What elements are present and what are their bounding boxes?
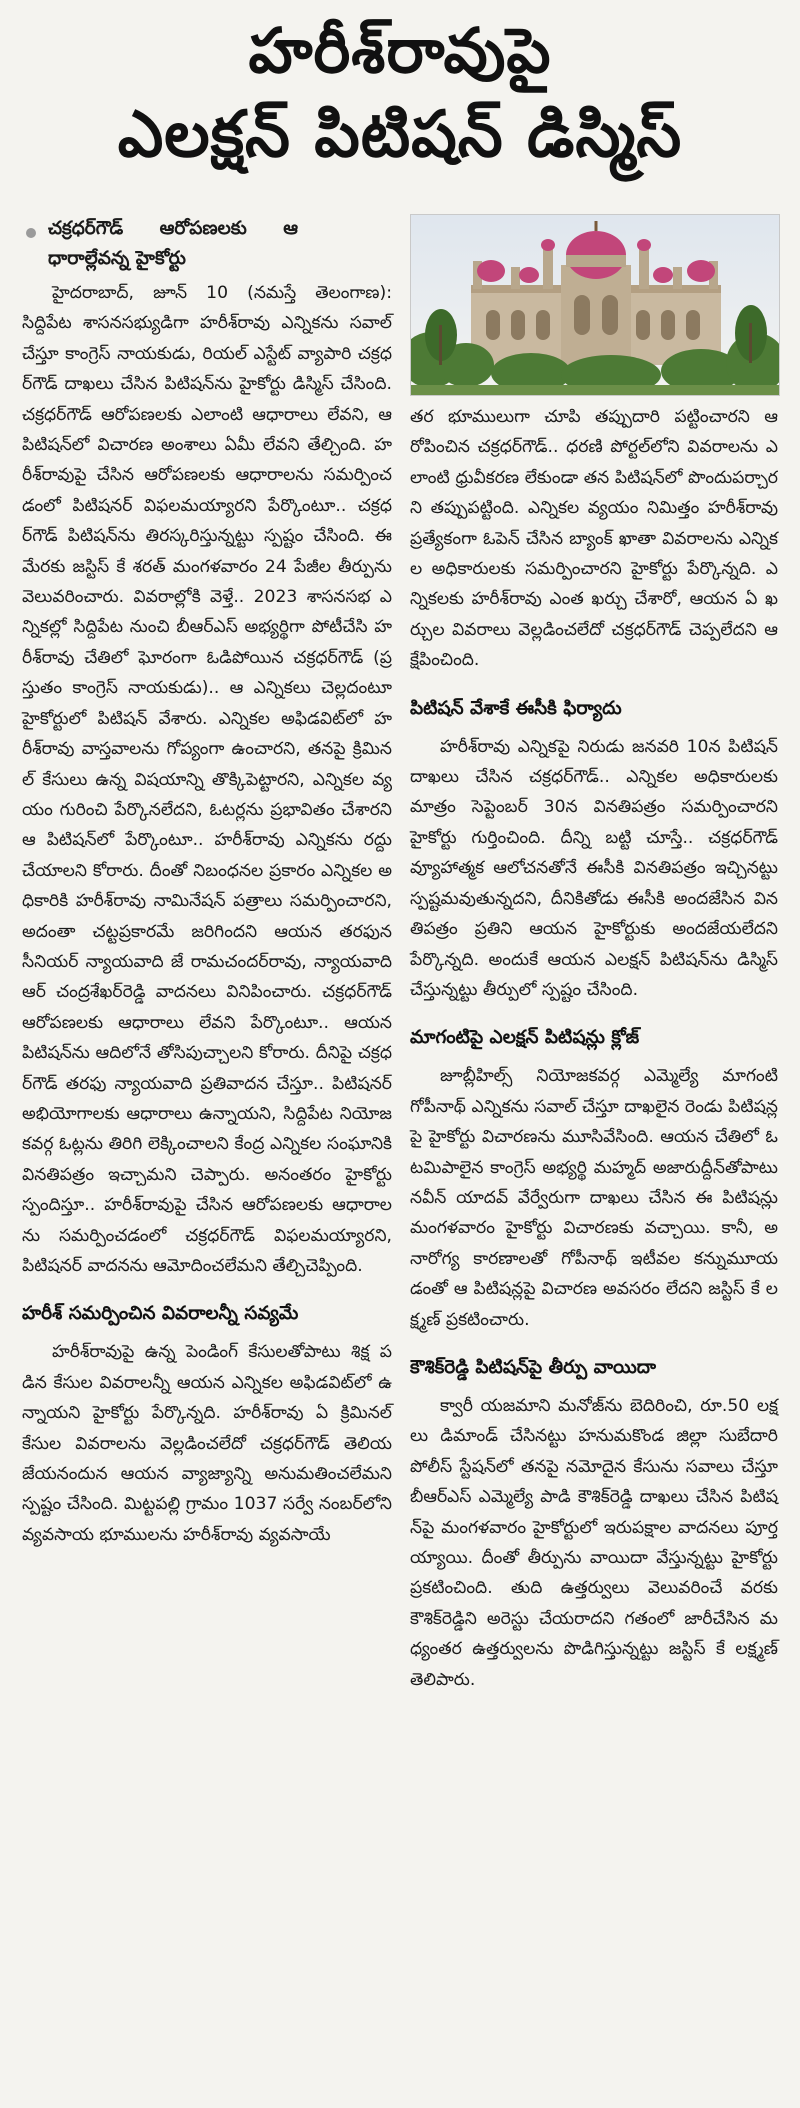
subheading: మాగంటిపై ఎలక్షన్ పిటిషన్లు క్లోజ్ — [410, 1027, 640, 1049]
subheading: పిటిషన్ వేశాకే ఈసీకి ఫిర్యాదు — [410, 697, 622, 719]
article-paragraph: హైదరాబాద్, జూన్ 10 (నమస్తే తెలంగాణ): సిద్దిపేట శాసనసభ్యుడిగా హరీశ్‌రావు ఎన్నికను సవాల్ చేస్తూ కాంగ్రెస్ నాయకుడు, రియల్ ఎస్టేట్ వ్యాపారి చక్రధర్‌గౌడ్ దాఖలు చేసిన పిటిషన్‌ను హైకోర్టు డిస్మిస్ చేసింది. చక్రధర్‌గౌడ్ ఆరోపణలకు ఎలాంటి ఆధారాలు లేవని, ఆ పిటిషన్‌లో విచారణ అంశాలు ఏమీ లేవని తేల్చింది. హరీశ్‌రావుపై చేసిన ఆరోపణలకు ఆధారాలను సమర్పించడంలో పిటిషనర్ విఫలమయ్యారని పేర్కొంటూ.. చక్రధర్‌గౌడ్ పిటిషన్‌ను తిరస్కరిస్తున్నట్టు స్పష్టం చేసింది. ఈ మేరకు జస్టిస్ కే శరత్ మంగళవారం 24 పేజీల తీర్పును వెలువరించారు. వివరాల్లోకి వెళ్తే.. 2023 శాసనసభ ఎన్నికల్లో సిద్దిపేట నుంచి బీఆర్‌ఎస్ అభ్యర్థిగా పోటీచేసి హరీశ్‌రావు చేతిలో ఘోరంగా ఓడిపోయిన చక్రధర్‌గౌడ్ (ప్రస్తుతం కాంగ్రెస్ నాయకుడు).. ఆ ఎన్నికలు చెల్లదంటూ హైకోర్టులో పిటిషన్ వేశారు. ఎన్నికల అఫిడవిట్‌లో హరీశ్‌రావు వాస్తవాలను గోప్యంగా ఉంచారని, తనపై క్రిమినల్ కేసులు ఉన్న విషయాన్ని తొక్కిపెట్టారని, ఎన్నికల వ్యయం గురించి పేర్కొనలేదని, ఓటర్లను ప్రభావితం చేశారని ఆ పిటిషన్‌లో పేర్కొంటూ.. హరీశ్‌రావు ఎన్నికను రద్దు చేయాలని కోరారు. దీంతో నిబంధనల ప్రకారం ఎన్నికల అధికారికి హరీశ్‌రావు నామినేషన్ పత్రాలు సమర్పించారని, అదంతా చట్టప్రకారమే జరిగిందని ఆయన తరఫున సీనియర్ న్యాయవాది జే రామచందర్‌రావు, న్యాయవాది ఆర్ చంద్రశేఖర్‌రెడ్డి వాదనలు వినిపించారు. చక్రధర్‌గౌడ్ ఆరోపణలకు ఆధారాలు లేవని పేర్కొంటూ.. ఆయన పిటిషన్‌ను ఆదిలోనే తోసిపుచ్చాలని కోరారు. దీనిపై చక్రధర్‌గౌడ్ తరఫు న్యాయవాది ప్రతివాదన చేస్తూ.. పిటిషనర్ అభియోగాలకు ఆధారాలు ఉన్నాయని, సిద్దిపేట నియోజకవర్గ ఓట్లను తిరిగి లెక్కించాలని కేంద్ర ఎన్నికల సంఘానికి వినతిపత్రం ఇచ్చామని చెప్పారు. అనంతరం హైకోర్టు స్పందిస్తూ.. హరీశ్‌రావుపై చేసిన ఆరోపణలకు ఆధారాలను సమర్పించడంలో చక్రధర్‌గౌడ్ విఫలమయ్యారని, పిటిషనర్ వాదనను ఆమోదించలేమని తేల్చిచెప్పింది. — [22, 283, 392, 1276]
article-paragraph: తర భూములుగా చూపి తప్పుదారి పట్టించారని ఆరోపించిన చక్రధర్‌గౌడ్.. ధరణి పోర్టల్‌లోని వివరాలను ఎలాంటి ధ్రువీకరణ లేకుండా తన పిటిషన్‌లో పొందుపర్చారని తప్పుపట్టింది. ఎన్నికల వ్యయం నిమిత్తం హరీశ్‌రావు ప్రత్యేకంగా ఓపెన్ చేసిన బ్యాంక్ ఖాతా వివరాలను ఎన్నికల అధికారులకు సమర్పించారని హైకోర్టు పేర్కొన్నది. ఎన్నికలకు హరీశ్‌రావు ఎంత ఖర్చు చేశారో, ఆయన ఏ ఖర్చుల వివరాలు వెల్లడించలేదో చక్రధర్‌గౌడ్ చెప్పలేదని ఆక్షేపించింది. — [410, 407, 778, 671]
bullet-icon — [26, 228, 36, 238]
article-paragraph: క్వారీ యజమాని మనోజ్‌ను బెదిరించి, రూ.50 లక్షలు డిమాండ్ చేసినట్టు హనుమకొండ జిల్లా సుబేదారి పోలీస్ స్టేషన్‌లో తనపై నమోదైన కేసును సవాలు చేస్తూ బీఆర్‌ఎస్ ఎమ్మెల్యే పాడి కౌశిక్‌రెడ్డి దాఖలు చేసిన పిటిషన్‌పై మంగళవారం హైకోర్టులో ఇరుపక్షాల వాదనలు పూర్తయ్యాయి. దీంతో తీర్పును వాయిదా వేస్తున్నట్టు హైకోర్టు ప్రకటించింది. తుది ఉత్తర్వులు వెలువరించే వరకు కౌశిక్‌రెడ్డిని అరెస్టు చేయరాదని గతంలో జారీచేసిన మధ్యంతర ఉత్తర్వులను పొడిగిస్తున్నట్టు జస్టిస్ కే లక్ష్మణ్ తెలిపారు. — [410, 1395, 778, 1690]
left-column — [22, 214, 392, 1550]
headline — [0, 10, 800, 178]
article-paragraph: హరీశ్‌రావు ఎన్నికపై నిరుడు జనవరి 10న పిటిషన్ దాఖలు చేసిన చక్రధర్‌గౌడ్.. ఎన్నికల అధికారులకు మాత్రం సెప్టెంబర్ 30న వినతిపత్రం సమర్పించారని హైకోర్టు గుర్తించింది. దీన్ని బట్టి చూస్తే.. చక్రధర్‌గౌడ్ వ్యూహాత్మక ఆలోచనతోనే ఈసీకి వినతిపత్రం ఇచ్చినట్టు స్పష్టమవుతున్నదని, దీనికితోడు ఈసీకి అందజేసిన వినతిపత్రం ప్రతిని ఆయన హైకోర్టుకు అందజేయలేదని పేర్కొన్నది. అందుకే ఆయన ఎలక్షన్ పిటిషన్‌ను డిస్మిస్ చేస్తున్నట్టు తీర్పులో స్పష్టం చేసింది. — [410, 736, 778, 1000]
kicker — [22, 214, 392, 274]
kicker-text: చక్రధర్‌గౌడ్ ఆరోపణలకు ఆధారాల్లేవన్న హైకోర్టు — [48, 218, 298, 269]
headline-line-1: హరీశ్‌రావుపై — [248, 14, 552, 87]
article-paragraph: జూబ్లీహిల్స్ నియోజకవర్గ ఎమ్మెల్యే మాగంటి గోపీనాథ్ ఎన్నికను సవాల్ చేస్తూ దాఖలైన రెండు పిటిషన్లపై హైకోర్టు విచారణను మూసివేసింది. ఆయన చేతిలో ఓటమిపాలైన కాంగ్రెస్ అభ్యర్థి మహ్మద్ అజారుద్దీన్‌తోపాటు నవీన్ యాదవ్ వేర్వేరుగా దాఖలు చేసిన ఈ పిటిషన్లు మంగళవారం హైకోర్టు విచారణకు వచ్చాయి. కానీ, అనారోగ్య కారణాలతో గోపీనాథ్ ఇటీవల కన్నుమూయడంతో ఆ పిటిషన్లపై విచారణ అవసరం లేదని జస్టిస్ కే లక్ష్మణ్ ప్రకటించారు. — [410, 1066, 778, 1330]
headline-line-2: ఎలక్షన్ పిటిషన్ డిస్మిస్ — [117, 98, 683, 172]
subheading: హరీశ్ సమర్పించిన వివరాలన్నీ సవ్యమే — [22, 1303, 299, 1325]
right-column — [410, 214, 778, 1695]
article-paragraph: హరీశ్‌రావుపై ఉన్న పెండింగ్ కేసులతోపాటు శిక్ష పడిన కేసుల వివరాలన్నీ ఆయన ఎన్నికల అఫిడవిట్‌లో ఉన్నాయని హైకోర్టు పేర్కొన్నది. హరీశ్‌రావు ఏ క్రిమినల్ కేసుల వివరాలను వెల్లడించలేదో చక్రధర్‌గౌడ్ తెలియజేయనందున ఆయన వ్యాజ్యాన్ని అనుమతించలేమని స్పష్టం చేసింది. మిట్టపల్లి గ్రామం 1037 సర్వే నంబర్‌లోని వ్యవసాయ భూములను హరీశ్‌రావు వ్యవసాయే — [22, 1342, 392, 1545]
subheading: కౌశిక్‌రెడ్డి పిటిషన్‌పై తీర్పు వాయిదా — [410, 1356, 657, 1378]
high-court-building-icon — [410, 214, 780, 396]
